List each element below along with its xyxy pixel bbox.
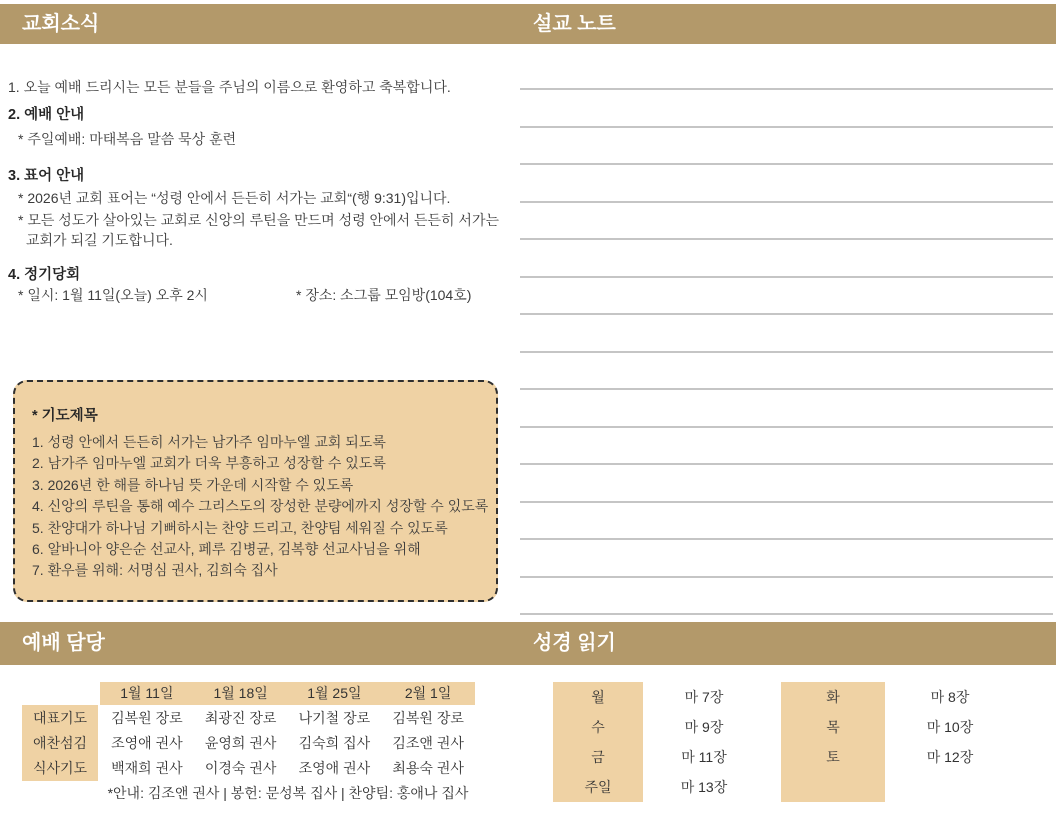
worship-footnote: *안내: 김조앤 권사 | 봉헌: 문성복 집사 | 찬양팀: 홍애나 집사 xyxy=(107,785,469,801)
worship-cell: 조영애 권사 xyxy=(111,734,183,751)
prayer-item: 6. 알바니아 양은순 선교사, 페루 김병균, 김복향 선교사님을 위해 xyxy=(32,541,421,558)
note-line xyxy=(520,163,1053,165)
bible-reading-title: 성경 읽기 xyxy=(533,632,616,654)
bible-reading: 마 10장 xyxy=(926,719,974,735)
note-line xyxy=(520,351,1053,353)
note-line xyxy=(520,276,1053,278)
top-header-bar xyxy=(0,4,1056,44)
bible-day: 토 xyxy=(826,749,840,765)
note-line xyxy=(520,426,1053,428)
prayer-item: 5. 찬양대가 하나님 기뻐하시는 찬양 드리고, 찬양팀 세워질 수 있도록 xyxy=(32,519,448,536)
worship-date: 1월 11일 xyxy=(120,685,174,701)
sermon-notes-title: 설교 노트 xyxy=(533,13,616,35)
prayer-box xyxy=(13,380,498,602)
bible-reading: 마 7장 xyxy=(684,689,724,705)
note-line xyxy=(520,313,1053,315)
announcement-welcome: 1. 오늘 예배 드리시는 모든 분들을 주님의 이름으로 환영하고 축복합니다. xyxy=(8,79,451,95)
note-line xyxy=(520,388,1053,390)
table-row xyxy=(100,705,475,730)
note-line xyxy=(520,576,1053,578)
note-line xyxy=(520,613,1053,615)
worship-cell: 이경숙 권사 xyxy=(204,760,277,777)
prayer-items xyxy=(32,432,488,582)
bible-day: 화 xyxy=(826,689,840,705)
worship-table-body xyxy=(100,705,475,781)
bible-day: 금 xyxy=(591,749,605,765)
worship-row-label: 애찬섬김 xyxy=(32,734,88,751)
note-line xyxy=(520,463,1053,465)
worship-cell: 윤영희 권사 xyxy=(204,734,277,751)
bible-day: 수 xyxy=(591,719,605,735)
section2-title: 2. 예배 안내 xyxy=(8,107,85,123)
worship-cell: 조영애 권사 xyxy=(298,760,371,777)
note-line xyxy=(520,501,1053,503)
worship-cell: 최용숙 권사 xyxy=(392,760,464,777)
prayer-item: 7. 환우를 위해: 서명심 권사, 김희숙 집사 xyxy=(32,562,278,579)
worship-cell: 김숙희 집사 xyxy=(298,734,371,751)
bible-reading: 마 8장 xyxy=(930,689,970,705)
bottom-header-bar xyxy=(0,622,1056,665)
section4-place: * 장소: 소그룹 모임방(104호) xyxy=(296,287,472,303)
worship-row-labels xyxy=(22,705,98,781)
bible-readings-right xyxy=(898,682,1002,772)
note-line xyxy=(520,88,1053,90)
note-line xyxy=(520,126,1053,128)
bible-days-left-block xyxy=(553,682,643,802)
bible-days-right-block xyxy=(781,682,885,802)
section4-title: 4. 정기당회 xyxy=(8,267,81,283)
bible-day: 주일 xyxy=(584,779,612,795)
prayer-item: 4. 신앙의 루틴을 통해 예수 그리스도의 장성한 분량에까지 성장할 수 있도록 xyxy=(32,498,489,515)
prayer-item: 3. 2026년 한 해를 하나님 뜻 가운데 시작할 수 있도록 xyxy=(32,476,354,493)
section2-line1: * 주일예배: 마태복음 말씀 묵상 훈련 xyxy=(18,131,237,147)
worship-cell: 나기철 장로 xyxy=(298,709,371,726)
note-line xyxy=(520,201,1053,203)
worship-row-label: 대표기도 xyxy=(32,709,88,726)
bible-reading: 마 9장 xyxy=(684,719,724,735)
bible-reading: 마 13장 xyxy=(680,779,728,795)
worship-row-label: 식사기도 xyxy=(32,760,88,777)
worship-date: 2월 1일 xyxy=(404,685,452,701)
bible-day: 월 xyxy=(591,689,605,705)
worship-cell: 최광진 장로 xyxy=(204,709,277,726)
worship-date: 1월 18일 xyxy=(213,685,268,701)
section3-line1: * 2026년 교회 표어는 “성령 안에서 든든히 서가는 교회“(행 9:31)입니다. xyxy=(18,190,451,206)
bible-reading: 마 12장 xyxy=(926,749,974,765)
worship-date-header-row xyxy=(100,682,475,705)
section3-line2: * 모든 성도가 살아있는 교회로 신앙의 루틴을 만드며 성령 안에서 든든히 서가는 xyxy=(18,212,500,228)
worship-cell: 김조앤 권사 xyxy=(392,734,464,751)
bible-readings-left xyxy=(658,682,750,802)
prayer-item: 1. 성령 안에서 든든히 서가는 남가주 임마누엘 교회 되도록 xyxy=(32,434,386,450)
worship-date: 1월 25일 xyxy=(307,685,362,701)
note-line xyxy=(520,538,1053,540)
worship-cell: 김복원 장로 xyxy=(111,709,183,726)
bible-reading: 마 11장 xyxy=(681,749,727,765)
table-row xyxy=(100,756,475,781)
church-news-title: 교회소식 xyxy=(22,13,100,35)
prayer-item: 2. 남가주 임마누엘 교회가 더욱 부흥하고 성장할 수 있도록 xyxy=(32,455,386,472)
table-row xyxy=(100,730,475,755)
section4-time: * 일시: 1월 11일(오늘) 오후 2시 xyxy=(18,287,208,303)
worship-cell: 백재희 권사 xyxy=(111,760,183,777)
worship-cell: 김복원 장로 xyxy=(392,709,464,726)
note-line xyxy=(520,238,1053,240)
worship-duty-title: 예배 담당 xyxy=(22,632,105,654)
prayer-title: * 기도제목 xyxy=(32,408,98,424)
section3-title: 3. 표어 안내 xyxy=(8,168,85,184)
bible-day: 목 xyxy=(826,719,840,735)
section3-line3: 교회가 되길 기도합니다. xyxy=(26,232,173,248)
